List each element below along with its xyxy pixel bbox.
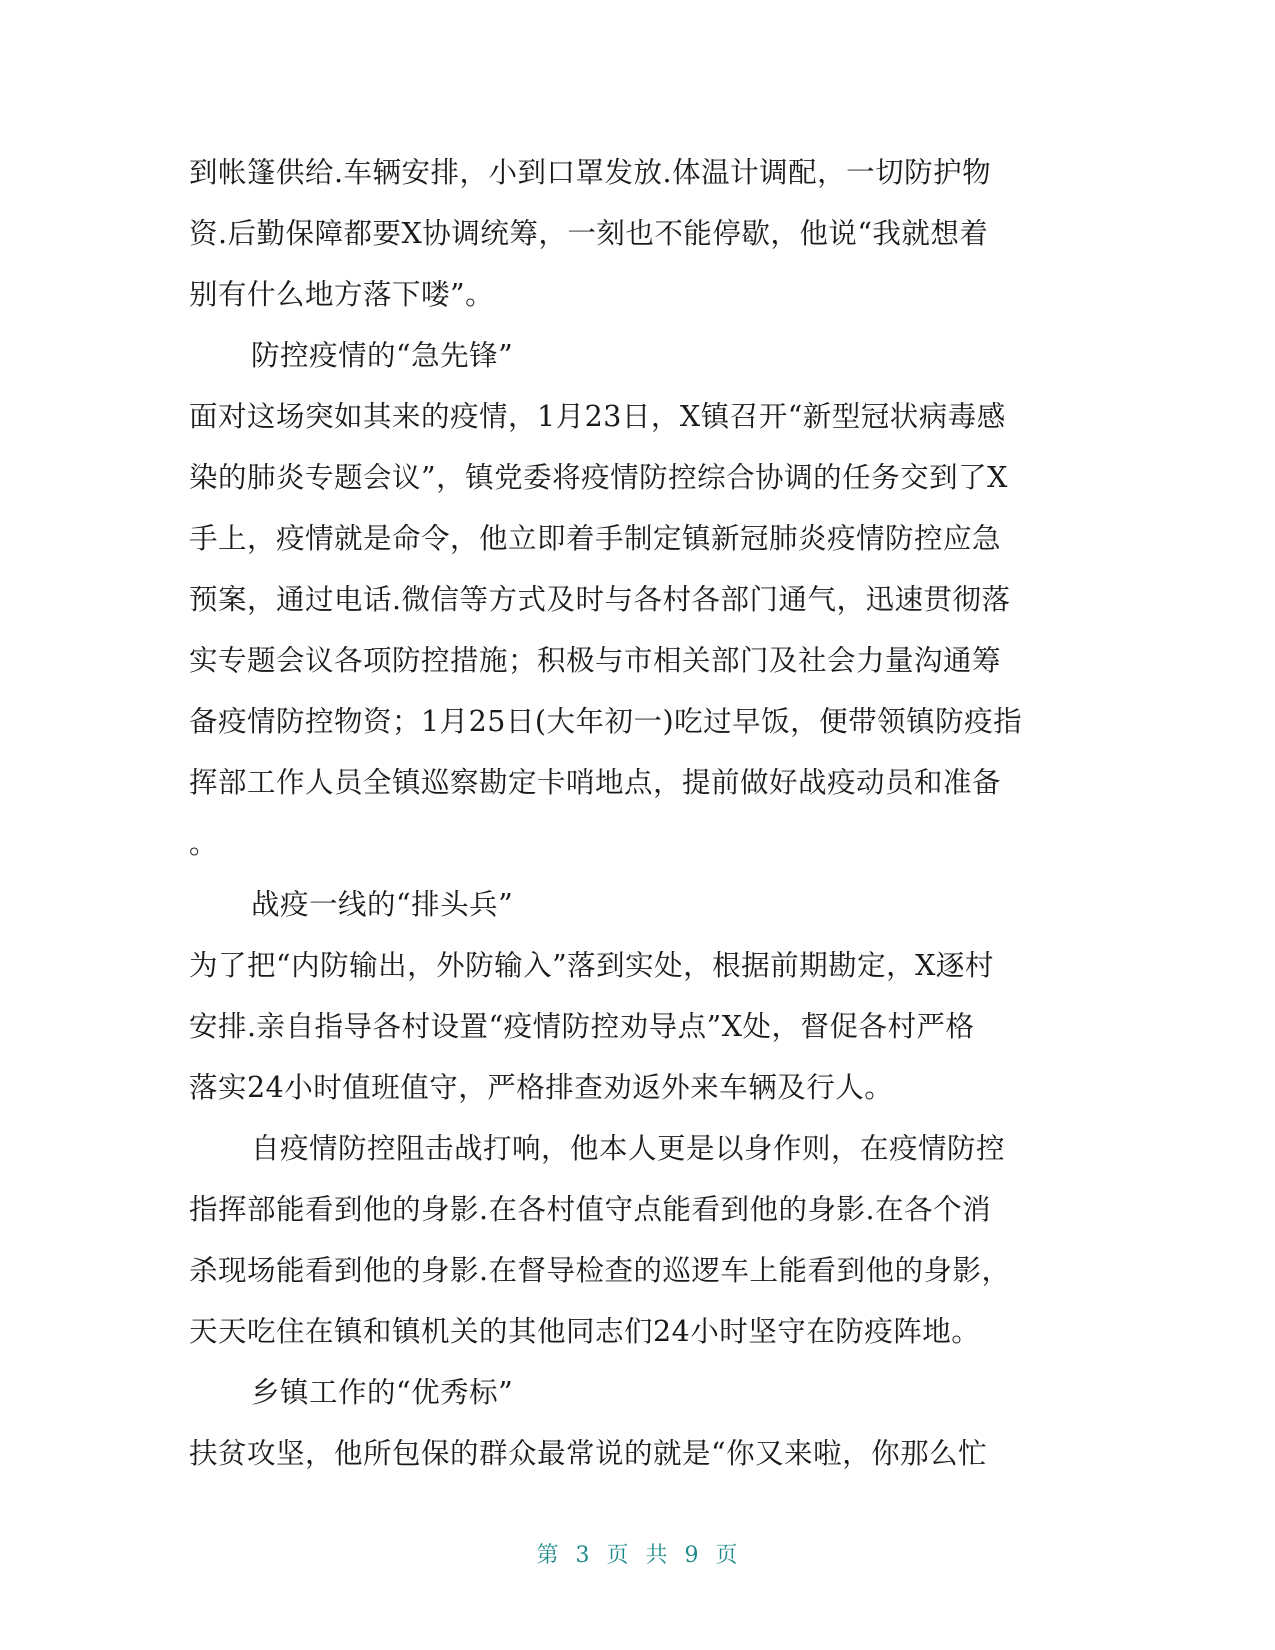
section-heading: 防控疫情的“急先锋” xyxy=(251,339,514,372)
footer-suffix: 页 xyxy=(715,1543,739,1568)
text-line: 指挥部能看到他的身影.在各村值守点能看到他的身影.在各个消 xyxy=(189,1193,992,1226)
text-line: 天天吃住在镇和镇机关的其他同志们24小时坚守在防疫阵地。 xyxy=(189,1315,981,1348)
text-line: 资.后勤保障都要X协调统筹，一刻也不能停歇，他说“我就想着 xyxy=(189,217,989,250)
text-line: 安排.亲自指导各村设置“疫情防控劝导点”X处，督促各村严格 xyxy=(189,1010,975,1043)
text-line: 为了把“内防输出，外防输入”落到实处，根据前期勘定，X逐村 xyxy=(189,949,994,982)
text-line: 预案，通过电话.微信等方式及时与各村各部门通气，迅速贯彻落 xyxy=(189,583,1011,616)
text-line: 杀现场能看到他的身影.在督导检查的巡逻车上能看到他的身影， xyxy=(189,1254,1011,1287)
current-page-number: 3 xyxy=(575,1543,591,1568)
text-line: 落实24小时值班值守，严格排查劝返外来车辆及行人。 xyxy=(189,1071,894,1104)
text-line: 染的肺炎专题会议”，镇党委将疫情防控综合协调的任务交到了X xyxy=(189,461,1008,494)
section-heading: 乡镇工作的“优秀标” xyxy=(251,1376,514,1409)
text-line: 挥部工作人员全镇巡察勘定卡哨地点，提前做好战疫动员和准备 xyxy=(189,766,1002,799)
text-line: 手上，疫情就是命令，他立即着手制定镇新冠肺炎疫情防控应急 xyxy=(189,522,1002,555)
total-page-number: 9 xyxy=(684,1543,700,1568)
footer-prefix: 第 xyxy=(536,1543,560,1568)
text-line: 实专题会议各项防控措施；积极与市相关部门及社会力量沟通筹 xyxy=(189,644,1002,677)
text-line: 到帐篷供给.车辆安排，小到口罩发放.体温计调配，一切防护物 xyxy=(189,156,992,189)
footer-page-word: 页 xyxy=(606,1543,630,1568)
text-line: 别有什么地方落下喽”。 xyxy=(189,278,495,311)
paragraph-start: 自疫情防控阻击战打响，他本人更是以身作则，在疫情防控 xyxy=(251,1132,1006,1165)
text-line: 面对这场突如其来的疫情，1月23日，X镇召开“新型冠状病毒感 xyxy=(189,400,1006,433)
document-body xyxy=(189,142,1089,1484)
footer-total-word: 共 xyxy=(645,1543,669,1568)
text-line: 扶贫攻坚，他所包保的群众最常说的就是“你又来啦，你那么忙 xyxy=(189,1437,988,1470)
page-footer xyxy=(0,1538,1275,1569)
text-line: 备疫情防控物资；1月25日(大年初一)吃过早饭，便带领镇防疫指 xyxy=(189,705,1023,738)
text-line: 。 xyxy=(189,827,219,860)
section-heading: 战疫一线的“排头兵” xyxy=(251,888,514,921)
